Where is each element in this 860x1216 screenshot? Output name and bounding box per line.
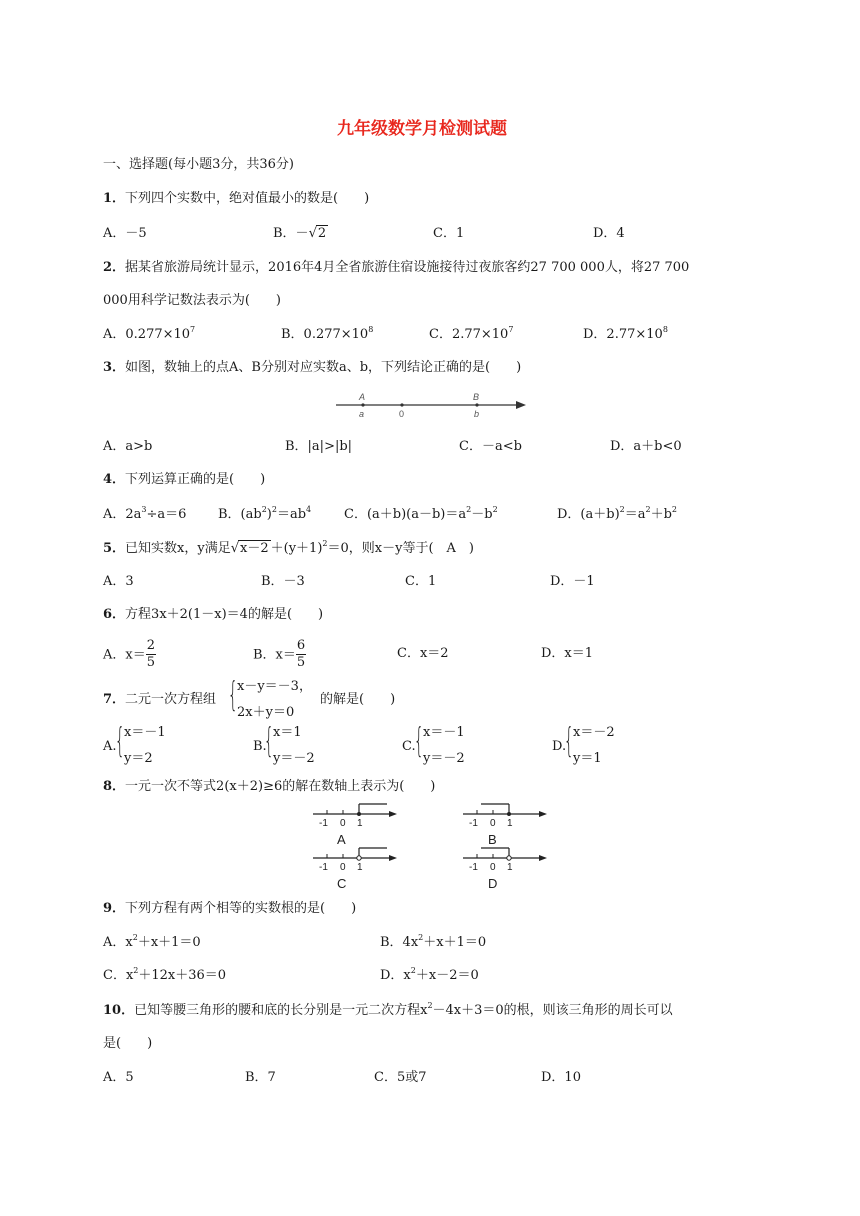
- q1-option-d: D．4: [593, 226, 625, 241]
- q6-option-b: B．x＝ $\frac{6}{5}$: [253, 638, 306, 671]
- question-2: 2．据某省旅游局统计显示，2016年4月全省旅游住宿设施接待过夜旅客约27 700 000人，将27 700: [103, 260, 690, 275]
- question-10: 10．已知等腰三角形的腰和底的长分别是一元二次方程$x^2-4x+3=0$的根，则该三角形的周长可以: [103, 1001, 673, 1018]
- svg-text:-1: -1: [469, 818, 478, 829]
- option-a-number-line: [313, 804, 397, 847]
- question-6: 6．方程3x＋2(1－x)＝4的解是( ): [103, 607, 324, 622]
- svg-text:0: 0: [490, 862, 496, 873]
- number-line-figure: [330, 390, 530, 420]
- q5-option-b: B．－3: [261, 574, 305, 589]
- q4-option-d: D．$(a+b)^2=a^2+b^2$: [557, 505, 678, 522]
- svg-text:1: 1: [357, 862, 363, 873]
- q4-option-b: B．$(ab^2)^2=ab^4$: [218, 505, 312, 522]
- q9-option-b: B．$4x^2+x+1=0$: [380, 933, 487, 950]
- q7-option-a-y: y＝2: [124, 751, 153, 766]
- q7-option-d-label: D.: [552, 739, 567, 754]
- q10-option-c: C．5或7: [374, 1070, 427, 1085]
- question-stem: 下列四个实数中，绝对值最小的数是( ): [125, 191, 370, 206]
- question-10-cont: 是( ): [103, 1036, 153, 1051]
- q7-option-a-label: A.: [103, 739, 117, 754]
- option-c-number-line: [313, 848, 397, 891]
- q10-option-d: D．10: [541, 1070, 581, 1085]
- brace: {: [564, 721, 574, 761]
- svg-text:C: C: [337, 876, 347, 891]
- q9-option-a: A．$x^2+x+1=0$: [103, 933, 201, 950]
- q3-option-b: B．|a|>|b|: [285, 439, 353, 454]
- question-4: 4．下列运算正确的是( ): [103, 472, 266, 487]
- svg-text:0: 0: [340, 862, 346, 873]
- q3-option-d: D．a＋b<0: [610, 439, 682, 454]
- q2-option-c: C．$2.77\times 10^7$: [429, 325, 514, 342]
- question-8: 8．一元一次不等式2(x＋2)≥6的解在数轴上表示为( ): [103, 779, 436, 794]
- point-a-label: A: [359, 392, 366, 402]
- question-3: 3．如图，数轴上的点A、B分别对应实数a、b，下列结论正确的是( ): [103, 360, 522, 375]
- system-eq-1: x－y＝－3，: [237, 679, 312, 694]
- system-eq-2: 2x＋y＝0: [237, 705, 295, 720]
- brace: {: [228, 675, 238, 715]
- svg-text:1: 1: [507, 862, 513, 873]
- point-b-label: B: [473, 392, 480, 402]
- q7-option-d-y: y＝1: [573, 751, 602, 766]
- point-b-value: b: [474, 409, 480, 419]
- q1-option-b: B．－√2: [273, 226, 327, 241]
- svg-text:-1: -1: [319, 862, 328, 873]
- q7-option-b-label: B.: [253, 739, 267, 754]
- question-5: 5．已知实数x，y满足$√x-2 +(y+1)^2=0$，则x－y等于( A ): [103, 539, 474, 556]
- svg-text:1: 1: [507, 818, 513, 829]
- q7-option-b-x: x＝1: [273, 725, 302, 740]
- q9-option-d: D．$x^2+x-2=0$: [380, 966, 479, 983]
- q5-option-a: A．3: [103, 574, 134, 589]
- q7-option-d-x: x＝－2: [573, 725, 615, 740]
- q2-option-a: A．$0.277\times 10^7$: [103, 325, 196, 342]
- svg-text:0: 0: [340, 818, 346, 829]
- page-title: 九年级数学月检测试题: [337, 119, 507, 139]
- svg-text:B: B: [488, 832, 497, 847]
- question-7-tail: 的解是( ): [320, 692, 396, 707]
- svg-text:D: D: [488, 876, 498, 891]
- brace: {: [264, 721, 274, 761]
- svg-text:-1: -1: [469, 862, 478, 873]
- inequality-figures: [305, 798, 555, 894]
- brace: {: [414, 721, 424, 761]
- q2-option-d: D．$2.77\times 10^8$: [583, 325, 668, 342]
- svg-text:1: 1: [357, 818, 363, 829]
- question-1: [103, 192, 369, 205]
- q7-option-a-x: x＝－1: [124, 725, 166, 740]
- q6-option-a: A．x＝ $\frac{2}{5}$: [103, 638, 156, 671]
- q7-option-b-y: y＝－2: [273, 751, 315, 766]
- q1-option-a: A．－5: [103, 226, 147, 241]
- q1-option-c: C．1: [433, 226, 465, 241]
- q5-option-d: D．－1: [550, 574, 595, 589]
- q2-option-b: B．$0.277\times 10^8$: [281, 325, 374, 342]
- q7-option-c-label: C.: [402, 739, 416, 754]
- svg-text:A: A: [337, 832, 346, 847]
- point-a-value: a: [359, 409, 365, 419]
- svg-text:0: 0: [490, 818, 496, 829]
- question-2-cont: 000用科学记数法表示为( ): [103, 293, 281, 308]
- svg-text:-1: -1: [319, 818, 328, 829]
- option-b-number-line: [463, 804, 547, 847]
- q9-option-c: C．$x^2+12x+36=0$: [103, 966, 227, 983]
- section-heading: 一、选择题(每小题3分，共36分): [103, 157, 294, 172]
- q6-option-c: C．x＝2: [397, 646, 449, 661]
- origin-label: 0: [399, 409, 405, 419]
- q10-option-b: B．7: [245, 1070, 276, 1085]
- q6-option-d: D．x＝1: [541, 646, 594, 661]
- q7-option-c-y: y＝－2: [423, 751, 465, 766]
- question-number: 1．: [103, 191, 126, 206]
- q10-option-a: A．5: [103, 1070, 134, 1085]
- q7-option-c-x: x＝－1: [423, 725, 465, 740]
- question-9: 9．下列方程有两个相等的实数根的是( ): [103, 901, 357, 916]
- brace: {: [115, 721, 125, 761]
- question-7: 7．二元一次方程组: [103, 692, 217, 707]
- q3-option-a: A．a>b: [103, 439, 153, 454]
- q5-option-c: C．1: [405, 574, 437, 589]
- q3-option-c: C．－a<b: [459, 439, 522, 454]
- option-d-number-line: [463, 848, 547, 891]
- q4-option-a: A．$2a^3\div a=6$: [103, 505, 187, 522]
- q4-option-c: C．$(a+b)(a-b)=a^2-b^2$: [344, 505, 498, 522]
